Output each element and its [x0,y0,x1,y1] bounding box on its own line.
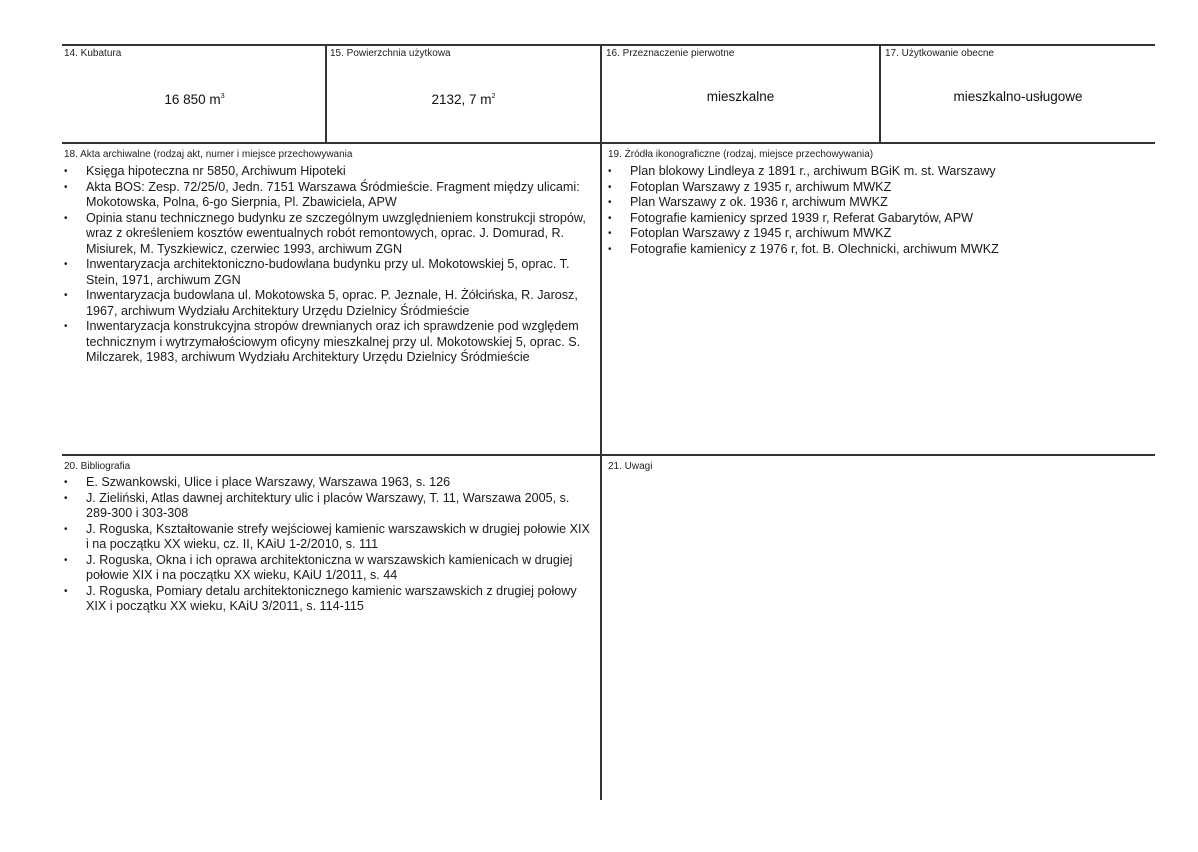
field-20-list [62,475,592,615]
list-item: • Opinia stanu technicznego budynku ze szczególnym uwzględnieniem konstrukcji stropów, wraz z określeniem kosztów ewentualnych robót remontowych, oprac. J. Domurad, R. Misiurek, M. Tyszkiewicz, czerwiec 1993, archiwum ZGN [62,211,594,258]
top-rule [62,44,1155,46]
field-16-value: mieszkalne [706,89,775,104]
field-14-label: 14. Kubatura [64,48,122,59]
list-item: • Fotoplan Warszawy z 1935 r, archiwum MWKZ [606,180,1154,196]
list-item: • Fotografie kamienicy sprzed 1939 r, Referat Gabarytów, APW [606,211,1154,227]
field-18-label: 18. Akta archiwalne (rodzaj akt, numer i miejsce przechowywania [64,149,353,160]
list-item: • J. Roguska, Kształtowanie strefy wejściowej kamienic warszawskich w drugiej połowie XIX i na początku XX wieku, cz. II, KAiU 1-2/2010, s. 111 [62,522,592,553]
field-15-number: 2132, 7 m [431,92,492,107]
list-item: • Inwentaryzacja architektoniczno-budowlana budynku przy ul. Mokotowskiej 5, oprac. T. Stein, 1971, archiwum ZGN [62,257,594,288]
list-item: • J. Roguska, Pomiary detalu architektonicznego kamienic warszawskich z drugiej połowy XIX i początku XX wieku, KAiU 3/2011, s. 114-115 [62,584,592,615]
list-item: • Fotoplan Warszawy z 1945 r, archiwum MWKZ [606,226,1154,242]
list-item: • Inwentaryzacja budowlana ul. Mokotowska 5, oprac. P. Jeznale, H. Żółcińska, R. Jarosz, 1967, archiwum Wydziału Architektury Urzędu Dzielnicy Śródmieście [62,288,594,319]
center-divider [600,44,602,800]
field-15-value [327,89,600,108]
list-item: • Akta BOS: Zesp. 72/25/0, Jedn. 7151 Warszawa Śródmieście. Fragment między ulicami: Mokotowska, Polna, 6-go Sierpnia, Pl. Zbawiciela, APW [62,180,594,211]
field-14-unit-sup: 3 [220,93,225,100]
list-item: • J. Roguska, Okna i ich oprawa architektoniczna w warszawskich kamienicach w drugiej połowie XIX i na początku XX wieku, KAiU 1/2011, s. 44 [62,553,592,584]
field-17-value: mieszkalno-usługowe [953,89,1083,104]
field-15-unit-sup: 2 [491,93,496,100]
list-item: • Fotografie kamienicy z 1976 r, fot. B. Olechnicki, archiwum MWKZ [606,242,1154,258]
field-15-label: 15. Powierzchnia użytkowa [330,48,451,59]
list-item: • Księga hipoteczna nr 5850, Archiwum Hipoteki [62,164,594,180]
field-17-label: 17. Użytkowanie obecne [885,48,994,59]
field-19-label: 19. Źródła ikonograficzne (rodzaj, miejsce przechowywania) [608,149,874,160]
list-item: • Inwentaryzacja konstrukcyjna stropów drewnianych oraz ich sprawdzenie pod względem technicznym i wytrzymałościowym oficyny mieszkalnej przy ul. Mokotowskiej 5, oprac. S. Milczarek, 1983, archiwum Wydziału Architektury Urzędu Dzielnicy Śródmieście [62,319,594,366]
field-18-list [62,164,594,366]
list-item: • J. Zieliński, Atlas dawnej architektury ulic i placów Warszawy, T. 11, Warszawa 2005, s. 289-300 i 303-308 [62,491,592,522]
row2-bottom-rule [62,454,1155,456]
field-21-label: 21. Uwagi [608,461,653,472]
row1-bottom-rule [62,142,1155,144]
field-16-label: 16. Przeznaczenie pierwotne [606,48,735,59]
list-item: • Plan blokowy Lindleya z 1891 r., archiwum BGiK m. st. Warszawy [606,164,1154,180]
field-20-label: 20. Bibliografia [64,461,131,472]
field-14-number: 16 850 m [164,92,221,107]
field-14-value [64,89,325,108]
list-item: • E. Szwankowski, Ulice i place Warszawy, Warszawa 1963, s. 126 [62,475,592,491]
field-19-list [606,164,1154,257]
list-item: • Plan Warszawy z ok. 1936 r, archiwum MWKZ [606,195,1154,211]
